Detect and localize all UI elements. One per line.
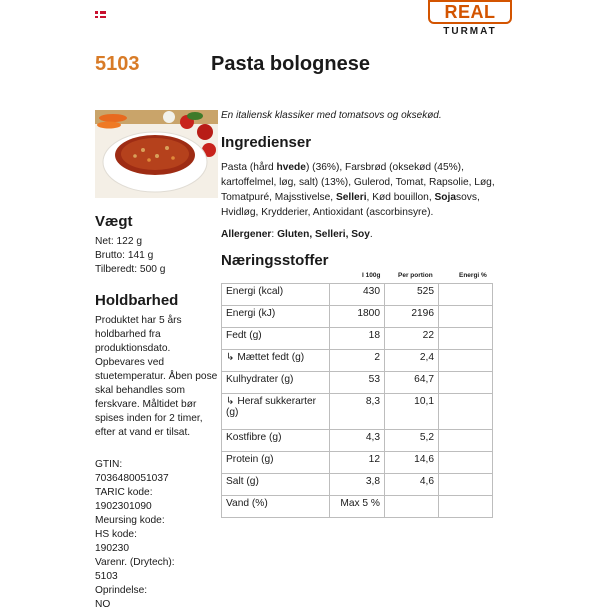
col-header-energy: Energi %: [459, 272, 487, 279]
portion-cell: 22: [385, 328, 439, 350]
portion-cell: 5,2: [385, 430, 439, 452]
shelf-line: Produktet har 5 års: [95, 315, 182, 326]
energy-cell: [439, 372, 493, 394]
portion-cell: 2,4: [385, 350, 439, 372]
shelf-heading: Holdbarhed: [95, 292, 179, 309]
code-line: TARIC kode:: [95, 487, 153, 498]
code-line: 190230: [95, 543, 129, 554]
product-description: En italiensk klassiker med tomatsovs og oksekød.: [221, 110, 442, 121]
per100-cell: 18: [330, 328, 385, 350]
energy-cell: [439, 430, 493, 452]
table-row: [222, 474, 493, 496]
table-row: [222, 452, 493, 474]
shelf-line: holdbarhed fra: [95, 329, 161, 340]
logo-sub: TURMAT: [443, 26, 497, 37]
portion-cell: 2196: [385, 306, 439, 328]
shelf-line: stuetemperatur. Åben pose: [95, 371, 218, 382]
table-row: [222, 394, 493, 430]
table-row: [222, 328, 493, 350]
weight-gross: Brutto: 141 g: [95, 250, 154, 261]
per100-cell: 3,8: [330, 474, 385, 496]
portion-cell: 4,6: [385, 474, 439, 496]
logo-brand: REAL: [428, 0, 512, 24]
table-row: [222, 496, 493, 518]
code-line: Oprindelse:: [95, 585, 148, 596]
shelf-line: produktionsdato.: [95, 343, 171, 354]
row-label: Fedt (g): [222, 328, 330, 350]
energy-cell: [439, 474, 493, 496]
code-line: GTIN:: [95, 459, 123, 470]
ingredients-text: Pasta (hård hvede) (36%), Farsbrød (oksekød (45%), kartoffelmel, løg, salt) (13%), Gulerod, Tomat, Rapsolie, Løg, Tomatpuré, Majsstivelse, Selleri, Kød bouillon, Sojasovs, Hvidløg, Krydderier, Antioxidant (ascorbinsyre).: [221, 162, 495, 218]
ingredients-heading: Ingredienser: [221, 134, 312, 151]
nutrition-table: [221, 283, 493, 518]
per100-cell: 4,3: [330, 430, 385, 452]
per100-cell: 12: [330, 452, 385, 474]
shelf-line: spises inden for 2 timer,: [95, 413, 203, 424]
table-row: [222, 350, 493, 372]
table-row: [222, 284, 493, 306]
per100-cell: 53: [330, 372, 385, 394]
row-label: Salt (g): [222, 474, 330, 496]
energy-cell: [439, 496, 493, 518]
allergens: Allergener: Gluten, Selleri, Soy.: [221, 229, 373, 240]
col-header-per100: I 100g: [362, 272, 381, 279]
table-row: [222, 372, 493, 394]
row-label: Energi (kJ): [222, 306, 330, 328]
row-label: Vand (%): [222, 496, 330, 518]
code-line: 7036480051037: [95, 473, 169, 484]
code-line: NO: [95, 599, 111, 610]
code-line: Varenr. (Drytech):: [95, 557, 175, 568]
energy-cell: [439, 350, 493, 372]
product-name: Pasta bolognese: [211, 53, 370, 75]
row-label: ↳ Mættet fedt (g): [222, 350, 330, 372]
weight-net: Net: 122 g: [95, 236, 143, 247]
table-row: [222, 430, 493, 452]
nutrition-heading: Næringsstoffer: [221, 252, 329, 269]
table-row: [222, 306, 493, 328]
portion-cell: 525: [385, 284, 439, 306]
code-line: 5103: [95, 571, 118, 582]
weight-prepared: Tilberedt: 500 g: [95, 264, 166, 275]
energy-cell: [439, 328, 493, 350]
product-photo: [95, 110, 218, 198]
per100-cell: Max 5 %: [330, 496, 385, 518]
row-label: Kulhydrater (g): [222, 372, 330, 394]
portion-cell: 14,6: [385, 452, 439, 474]
per100-cell: 8,3: [330, 394, 385, 430]
code-line: Meursing kode:: [95, 515, 165, 526]
row-label: Energi (kcal): [222, 284, 330, 306]
per100-cell: 430: [330, 284, 385, 306]
product-number: 5103: [95, 53, 140, 75]
shelf-line: skal behandles som: [95, 385, 186, 396]
col-header-portion: Per portion: [398, 272, 433, 279]
row-label: Protein (g): [222, 452, 330, 474]
code-line: 1902301090: [95, 501, 152, 512]
weight-heading: Vægt: [95, 213, 133, 230]
row-label: ↳ Heraf sukkerarter (g): [222, 394, 330, 430]
danish-flag-icon: [95, 11, 106, 18]
per100-cell: 2: [330, 350, 385, 372]
row-label: Kostfibre (g): [222, 430, 330, 452]
shelf-line: ferskvare. Måltidet bør: [95, 399, 197, 410]
shelf-line: efter at vand er tilsat.: [95, 427, 191, 438]
portion-cell: 64,7: [385, 372, 439, 394]
energy-cell: [439, 284, 493, 306]
shelf-line: Opbevares ved: [95, 357, 165, 368]
portion-cell: 10,1: [385, 394, 439, 430]
portion-cell: [385, 496, 439, 518]
energy-cell: [439, 306, 493, 328]
code-line: HS kode:: [95, 529, 137, 540]
real-turmat-logo: [428, 0, 512, 42]
energy-cell: [439, 452, 493, 474]
energy-cell: [439, 394, 493, 430]
per100-cell: 1800: [330, 306, 385, 328]
